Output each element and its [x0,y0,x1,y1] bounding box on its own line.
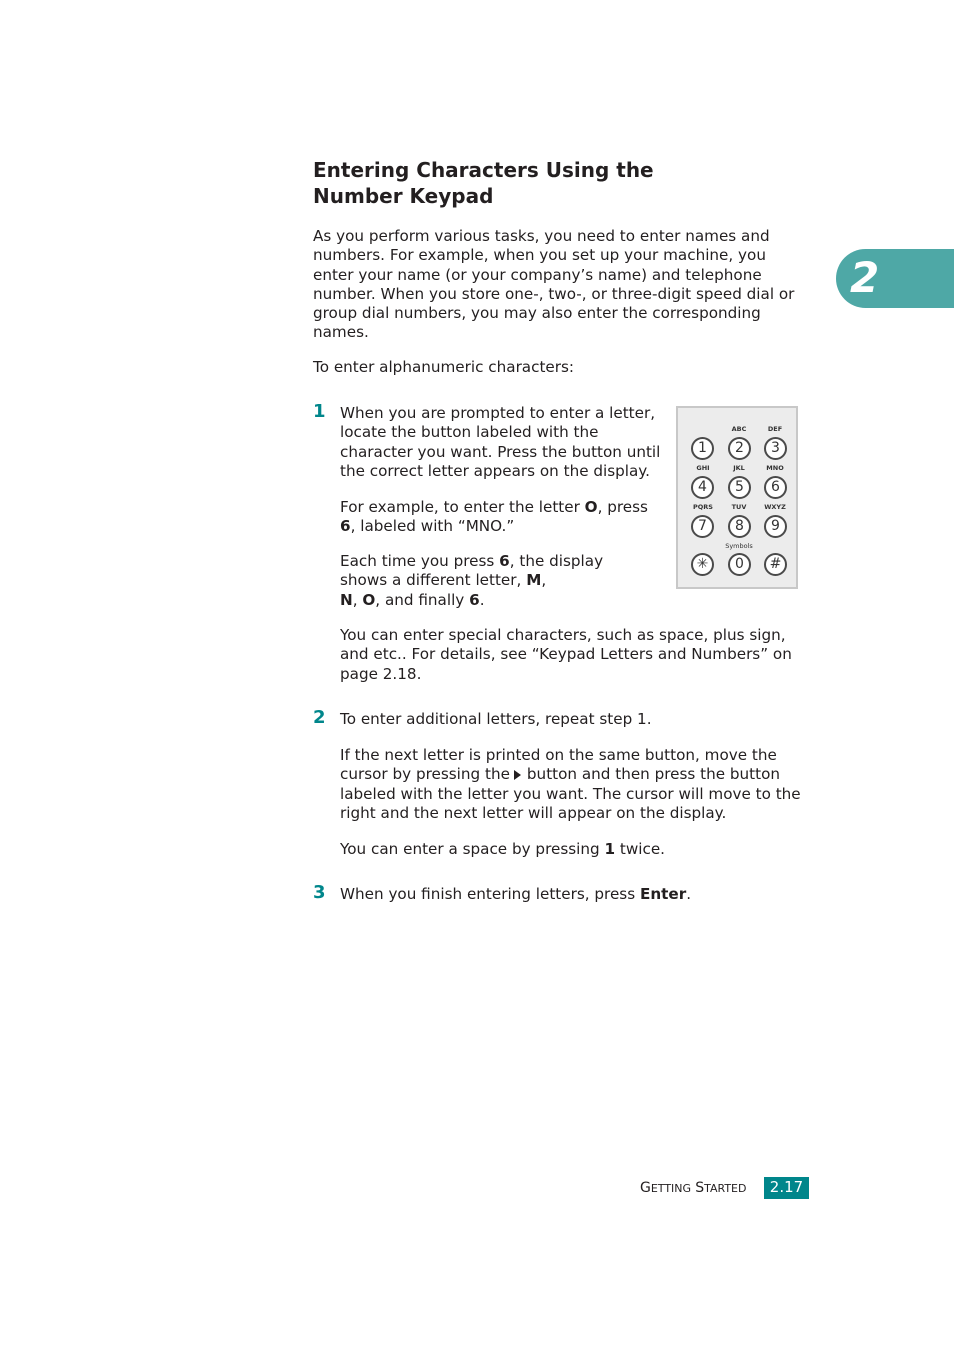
key-2: 2 [728,437,751,460]
chapter-tab [836,249,954,308]
key-4: 4 [691,476,714,499]
step-2-space: You can enter a space by pressing 1 twice. [340,840,665,858]
key-letters-ghi: GHI [696,464,710,472]
key-6: 6 [764,476,787,499]
right-triangle-icon [514,770,521,780]
lead-paragraph: To enter alphanumeric characters: [313,358,575,376]
step-2-text: To enter additional letters, repeat step 1. [340,710,652,728]
step-number-3: 3 [313,882,326,903]
step-number-2: 2 [313,707,326,728]
key-letters-wxyz: WXYZ [764,503,786,511]
section-heading [313,157,773,209]
step-1-example: For example, to enter the letter O, press 6, labeled with “MNO.” [340,498,648,536]
section-heading-line-2: Number Keypad [313,184,494,208]
key-letters-jkl: JKL [733,464,745,472]
chapter-number: 2 [850,253,880,302]
step-1-text: When you are prompted to enter a letter, locate the button labeled with the character you want. Press the button until the correct letter appears on the display. [340,404,661,480]
key-letters-def: DEF [767,425,783,433]
key-9: 9 [764,515,787,538]
key-hash: # [764,553,787,576]
section-heading-line-1: Entering Characters Using the [313,158,654,182]
number-keypad-illustration [676,406,798,589]
key-7: 7 [691,515,714,538]
intro-paragraph: As you perform various tasks, you need to enter names and numbers. For example, when you set up your machine, you enter your name (or your company’s name) and telephone number. When you store one-, two-, or three-digit speed dial or group dial numbers, you may also enter the corresponding names. [313,227,795,342]
key-0: 0 [728,553,751,576]
key-letters-tuv: TUV [731,503,747,511]
page-number: 2.17 [764,1177,809,1199]
key-3: 3 [764,437,787,460]
key-8: 8 [728,515,751,538]
step-1-special: You can enter special characters, such as space, plus sign, and etc.. For details, see “Keypad Letters and Numbers” on page 2.18. [340,626,792,683]
key-letters-mno: MNO [766,464,784,472]
key-star: ✳ [691,553,714,576]
footer-section-title: GETTING STARTED [640,1180,747,1196]
key-letters-pqrs: PQRS [693,503,713,511]
step-3-text: When you finish entering letters, press Enter. [340,885,692,903]
step-number-1: 1 [313,401,326,422]
step-1-each-time: Each time you press 6, the display shows a different letter, M, N, O, and finally 6. [340,552,604,609]
key-label-symbols: Symbols [725,542,753,550]
key-5: 5 [728,476,751,499]
step-2-next-letter: If the next letter is printed on the same button, move the cursor by pressing the button and then press the button labeled with the letter you want. The cursor will move to the right and the next letter will appear on the display. [340,746,801,822]
key-letters-abc: ABC [731,425,747,433]
key-1: 1 [691,437,714,460]
